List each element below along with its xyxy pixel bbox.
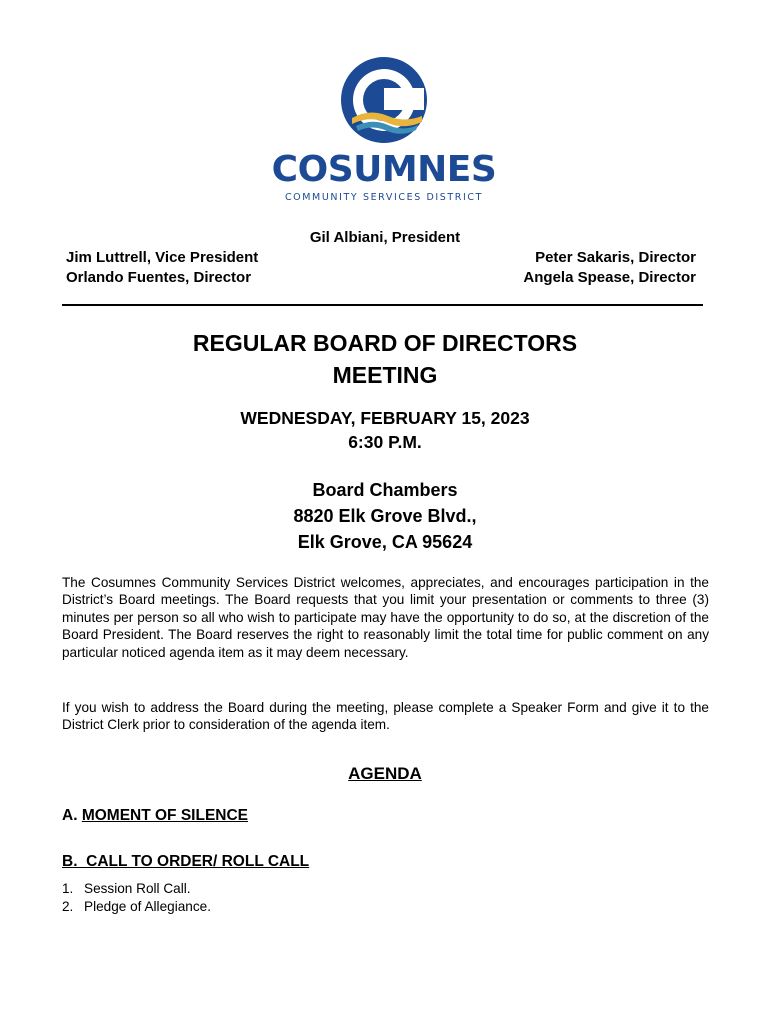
district-logo: [266, 52, 502, 208]
logo-wordmark: COSUMNES: [271, 149, 497, 190]
logo-subtitle: COMMUNITY SERVICES DISTRICT: [284, 192, 484, 203]
board-president: Gil Albiani, President: [309, 229, 461, 246]
section-a-title: MOMENT OF SILENCE: [81, 807, 249, 824]
meeting-time: 6:30 P.M.: [348, 432, 422, 452]
meeting-date: WEDNESDAY, FEBRUARY 15, 2023: [240, 408, 530, 428]
meeting-place-line-1: Board Chambers: [312, 480, 458, 500]
board-member-right-1: Peter Sakaris, Director: [535, 249, 696, 266]
cosumnes-emblem-icon: [266, 52, 502, 152]
agenda-heading-text: AGENDA: [348, 764, 422, 783]
board-member-right-2: Angela Spease, Director: [523, 269, 696, 286]
list-item-text: Session Roll Call.: [84, 881, 191, 896]
list-item-text: Pledge of Allegiance.: [84, 898, 211, 914]
section-b-heading: [62, 852, 309, 872]
section-b-title: CALL TO ORDER/ ROLL CALL: [86, 853, 310, 870]
section-b-list: [62, 880, 211, 915]
section-a-heading: [62, 806, 248, 826]
meeting-place-line-3: Elk Grove, CA 95624: [297, 532, 473, 552]
header-divider: [62, 304, 703, 306]
list-item: [62, 880, 211, 898]
speaker-form-paragraph: If you wish to address the Board during the meeting, please complete a Speaker Form and give it to the District Clerk prior to consideration of the agenda item.: [62, 700, 709, 733]
list-item-number: 2.: [62, 898, 74, 914]
list-item: [62, 898, 211, 916]
agenda-heading: [0, 763, 770, 785]
meeting-place-line-2: 8820 Elk Grove Blvd.,: [293, 506, 477, 526]
section-b-prefix: B.: [62, 853, 78, 870]
board-member-left-1: Jim Luttrell, Vice President: [66, 249, 259, 266]
section-a-prefix: A.: [62, 807, 78, 824]
meeting-title-line-1: REGULAR BOARD OF DIRECTORS: [192, 330, 578, 356]
meeting-title-line-2: MEETING: [332, 362, 438, 388]
list-item-number: 1.: [62, 881, 74, 896]
public-participation-paragraph: The Cosumnes Community Services District welcomes, appreciates, and encourages participation in the District’s Board meetings. The Board requests that you limit your presentation or comments to three (3) minutes per person so all who wish to participate may have the opportunity to do so, at the discretion of the Board President. The Board reserves the right to reasonably limit the total time for public comment on any particular noticed agenda item as it may deem necessary.: [62, 575, 709, 660]
board-member-left-2: Orlando Fuentes, Director: [66, 269, 252, 286]
